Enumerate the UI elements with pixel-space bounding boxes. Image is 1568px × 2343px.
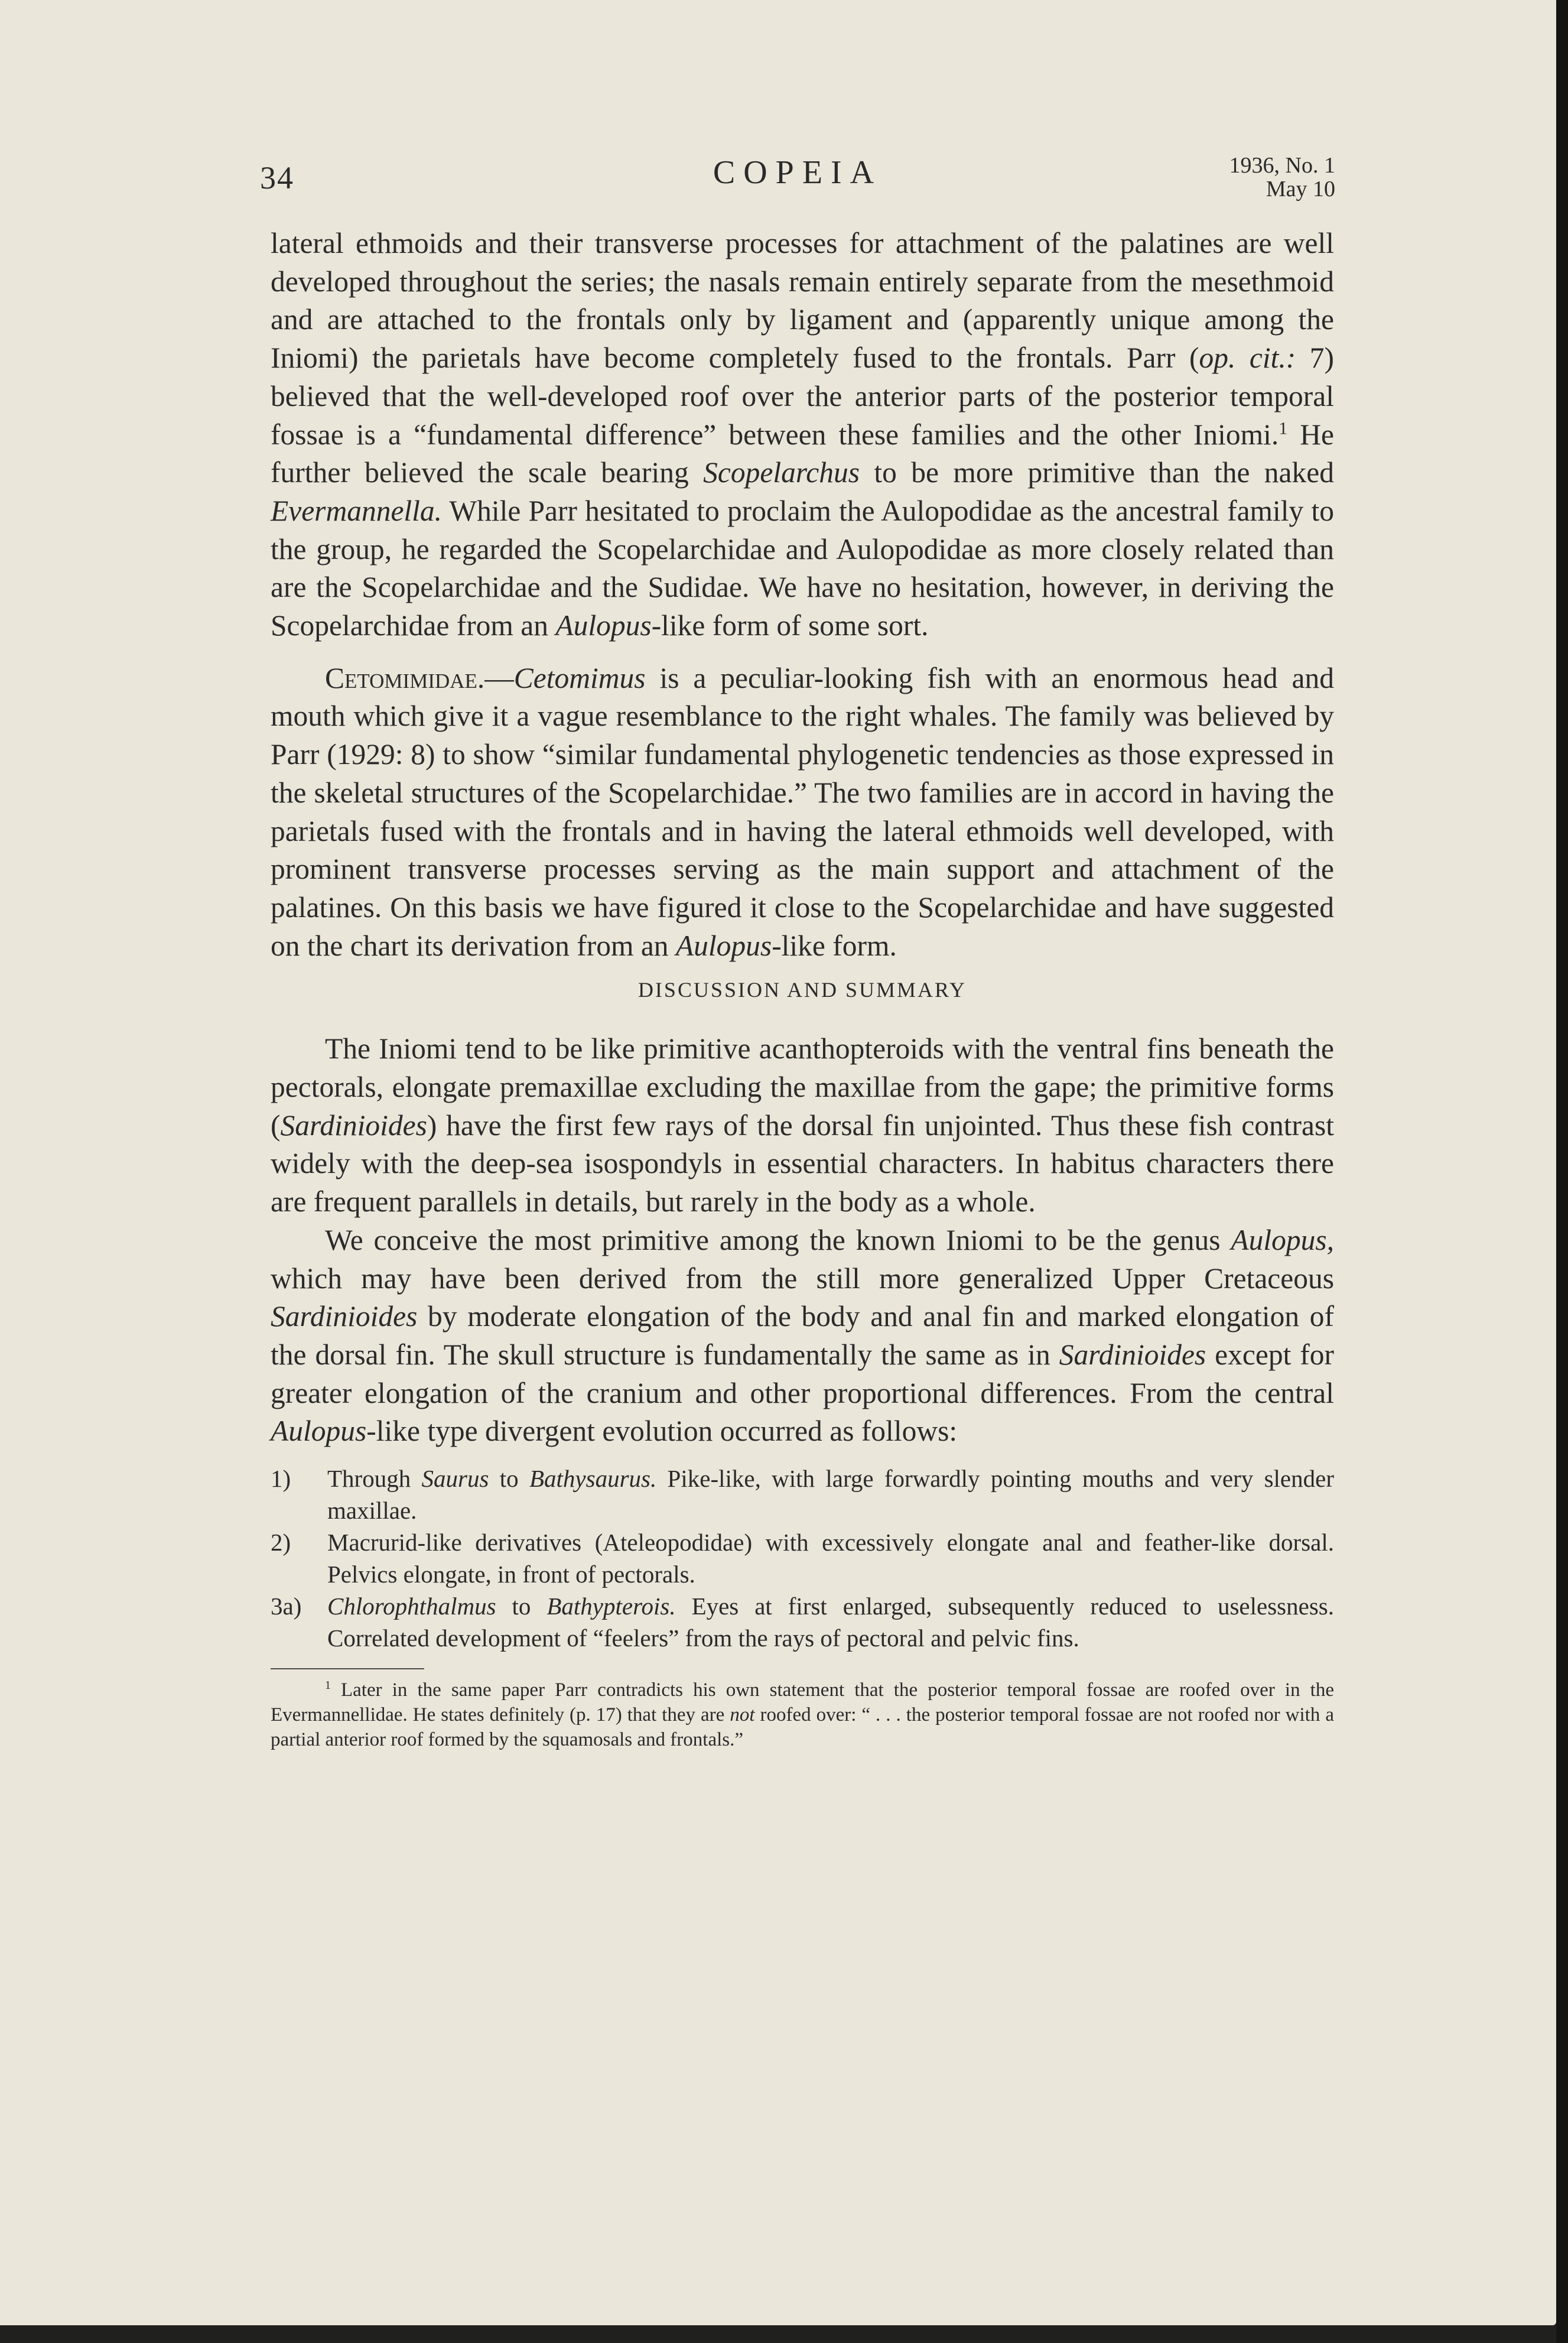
paragraph-iniomi: The Iniomi tend to be like primitive acanthopteroids with the ventral fins beneath the pectorals, elongate premaxillae excluding the maxillae from the gape; the primitive forms (Sardinioides) have the first few rays of the dorsal fin unjointed. Thus these fish contrast widely with the deep-sea isospondyls in essential characters. In habitus characters there are frequent parallels in details, but rarely in the body as a whole. xyxy=(271,1032,1334,1218)
list-item: 3a) Chlorophthalmus to Bathypterois. Eyes at first enlarged, subsequently reduced to uselessness. Correlated development of “feelers” from the rays of pectoral and pelvic fins. xyxy=(271,1593,1334,1652)
section-heading: DISCUSSION AND SUMMARY xyxy=(637,978,967,1002)
journal-title: COPEIA xyxy=(713,154,883,191)
issue-number: 1936, No. 1 xyxy=(1229,153,1335,178)
page-number: 34 xyxy=(260,160,294,196)
evolution-list xyxy=(271,1463,1334,1654)
article-body xyxy=(271,225,1334,1752)
list-item: 2) Macrurid-like derivatives (Ateleopodidae) with excessively elongate anal and feather-like dorsal. Pelvics elongate, in front of pectorals. xyxy=(271,1529,1334,1588)
section-lead: Cetomimidae. xyxy=(325,661,485,694)
list-item: 1) Through Saurus to Bathysaurus. Pike-like, with large forwardly pointing mouths and very slender maxillae. xyxy=(271,1465,1334,1525)
scan-edge xyxy=(1556,0,1568,2343)
footnote-ref: 1 xyxy=(1279,419,1288,438)
footnote: $^1$ Later in the same paper Parr contradicts his own statement that the posterior temporal fossae are roofed over in the Evermannellidae. He states definitely (p. 17) that they are not roofed over: “ . . . the posterior temporal fossae are not roofed nor with a partial anterior roof formed by the squamosals and frontals.” xyxy=(271,1679,1334,1751)
paragraph-scopelarchidae: lateral ethmoids and their transverse processes for attachment of the palatines are well developed throughout the series; the nasals remain entirely separate from the mesethmoid and are attached to the frontals only by ligament and (apparently unique among the Iniomi) the parietals have become completely fused to the frontals. Parr (op. cit.: 7) believed that the well-developed roof over the anterior parts of the posterior temporal fossae is a “fundamental difference” between these families and the other Iniomi.$^1$ He further believed the scale bearing Scopelarchus to be more primitive than the naked Evermannella. While Parr hesitated to proclaim the Aulopodidae as the ancestral family to the group, he regarded the Scopelarchidae and Aulopodidae as more closely related than are the Scopelarchidae and the Sudidae. We have no hesitation, however, in deriving the Scopelarchidae from an Aulopus-like form of some sort. xyxy=(271,227,1335,642)
paragraph-aulopus: We conceive the most primitive among the known Iniomi to be the genus Aulopus, which may have been derived from the still more generalized Upper Cretaceous Sardinioides by moderate elongation of the body and anal fin and marked elongation of the dorsal fin. The skull structure is fundamentally the same as in Sardinioides except for greater elongation of the cranium and other proportional differences. From the central Aulopus-like type divergent evolution occurred as follows: xyxy=(271,1223,1335,1448)
footnote-divider xyxy=(271,1668,424,1669)
issue-date: May 10 xyxy=(1266,177,1335,202)
issue-info xyxy=(1229,154,1335,201)
paragraph-cetomimidae: Cetomimidae.—Cetomimus is a peculiar-looking fish with an enormous head and mouth which give it a vague resemblance to the right whales. The family was believed by Parr (1929: 8) to show “similar fundamental phylogenetic tendencies as those expressed in the skeletal structures of the Scopelarchidae.” The two families are in accord in having the parietals fused with the frontals and in having the lateral ethmoids well developed, with prominent transverse processes serving as the main support and attachment of the palatines. On this basis we have figured it close to the Scopelarchidae and have suggested on the chart its derivation from an Aulopus-like form. xyxy=(271,661,1334,962)
running-header xyxy=(260,154,1335,219)
